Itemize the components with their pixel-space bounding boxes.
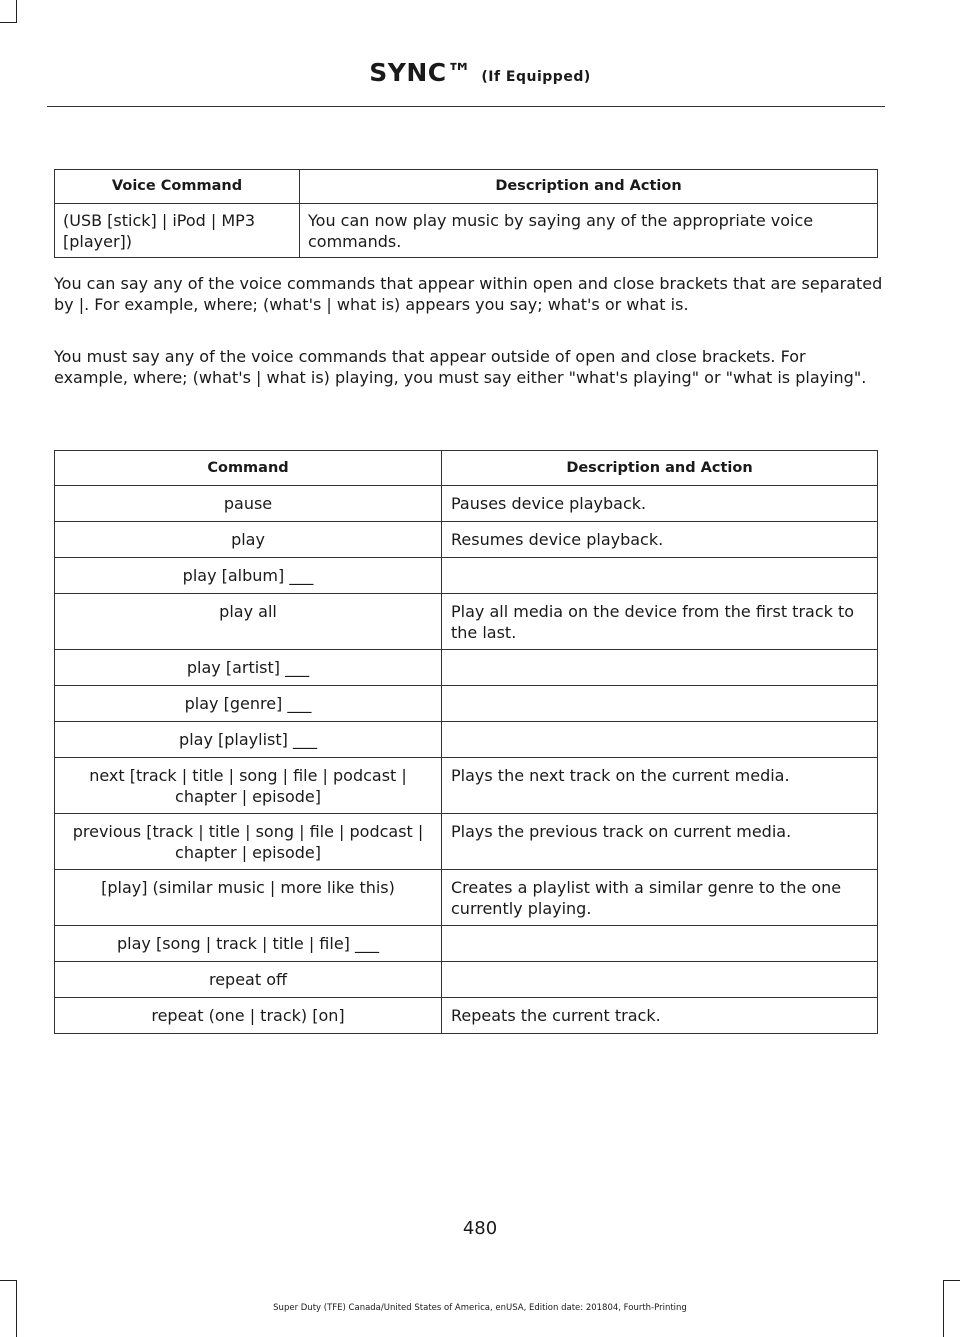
command-cell: play [playlist] ___: [55, 722, 442, 758]
table-row: [55, 998, 878, 1034]
description-cell: Pauses device playback.: [442, 486, 878, 522]
description-cell: Plays the next track on the current media.: [442, 758, 878, 814]
footer-text: Super Duty (TFE) Canada/United States of America, enUSA, Edition date: 201804, Fourth-Printing: [273, 1303, 687, 1313]
table-header-row: [55, 170, 878, 204]
command-cell: play [artist] ___: [55, 650, 442, 686]
command-cell: repeat off: [55, 962, 442, 998]
description-cell: Repeats the current track.: [442, 998, 878, 1034]
command-cell: next [track | title | song | file | podcast | chapter | episode]: [55, 758, 442, 814]
crop-mark: [16, 0, 17, 22]
crop-mark: [943, 1280, 960, 1281]
description-cell: [442, 686, 878, 722]
description-cell: [442, 650, 878, 686]
table-row: [55, 758, 878, 814]
description-cell: [442, 926, 878, 962]
table-row: [55, 204, 878, 258]
description-cell: [442, 558, 878, 594]
description-cell: Play all media on the device from the first track to the last.: [442, 594, 878, 650]
command-cell: play all: [55, 594, 442, 650]
body-paragraph: You must say any of the voice commands that appear outside of open and close brackets. For example, where; (what's | what is) playing, you must say either "what's playing" or "what is playing".: [54, 347, 867, 387]
table-row: [55, 814, 878, 870]
page-title: [0, 58, 960, 87]
crop-mark: [0, 22, 17, 23]
page-number: 480: [462, 1218, 498, 1239]
table-row: [55, 926, 878, 962]
table-row: [55, 522, 878, 558]
voice-command-table: [54, 169, 878, 258]
description-cell: Plays the previous track on current media.: [442, 814, 878, 870]
column-header: Command: [55, 451, 442, 486]
description-cell: [442, 962, 878, 998]
table-row: [55, 594, 878, 650]
description-cell: [442, 722, 878, 758]
command-cell: pause: [55, 486, 442, 522]
command-cell: play [genre] ___: [55, 686, 442, 722]
column-header: Description and Action: [300, 170, 878, 204]
description-cell: You can now play music by saying any of the appropriate voice commands.: [300, 204, 878, 258]
column-header: Description and Action: [442, 451, 878, 486]
table-row: [55, 650, 878, 686]
body-paragraph: You can say any of the voice commands that appear within open and close brackets that are separated by |. For example, where; (what's | what is) appears you say; what's or what is.: [54, 274, 883, 314]
command-cell: [play] (similar music | more like this): [55, 870, 442, 926]
page-title-subtitle: (If Equipped): [481, 69, 591, 85]
command-cell: previous [track | title | song | file | podcast | chapter | episode]: [55, 814, 442, 870]
command-cell: play: [55, 522, 442, 558]
description-cell: Creates a playlist with a similar genre to the one currently playing.: [442, 870, 878, 926]
command-cell: play [album] ___: [55, 558, 442, 594]
table-row: [55, 686, 878, 722]
command-cell: repeat (one | track) [on]: [55, 998, 442, 1034]
table-row: [55, 558, 878, 594]
column-header: Voice Command: [55, 170, 300, 204]
crop-mark: [0, 1280, 17, 1281]
table-row: [55, 870, 878, 926]
description-cell: Resumes device playback.: [442, 522, 878, 558]
table-header-row: [55, 451, 878, 486]
header-divider: [47, 106, 885, 107]
command-cell: play [song | track | title | file] ___: [55, 926, 442, 962]
table-row: [55, 486, 878, 522]
table-row: [55, 722, 878, 758]
command-table: [54, 450, 878, 1034]
command-cell: (USB [stick] | iPod | MP3 [player]): [55, 204, 300, 258]
page-title-main: SYNC™: [369, 58, 473, 87]
table-row: [55, 962, 878, 998]
